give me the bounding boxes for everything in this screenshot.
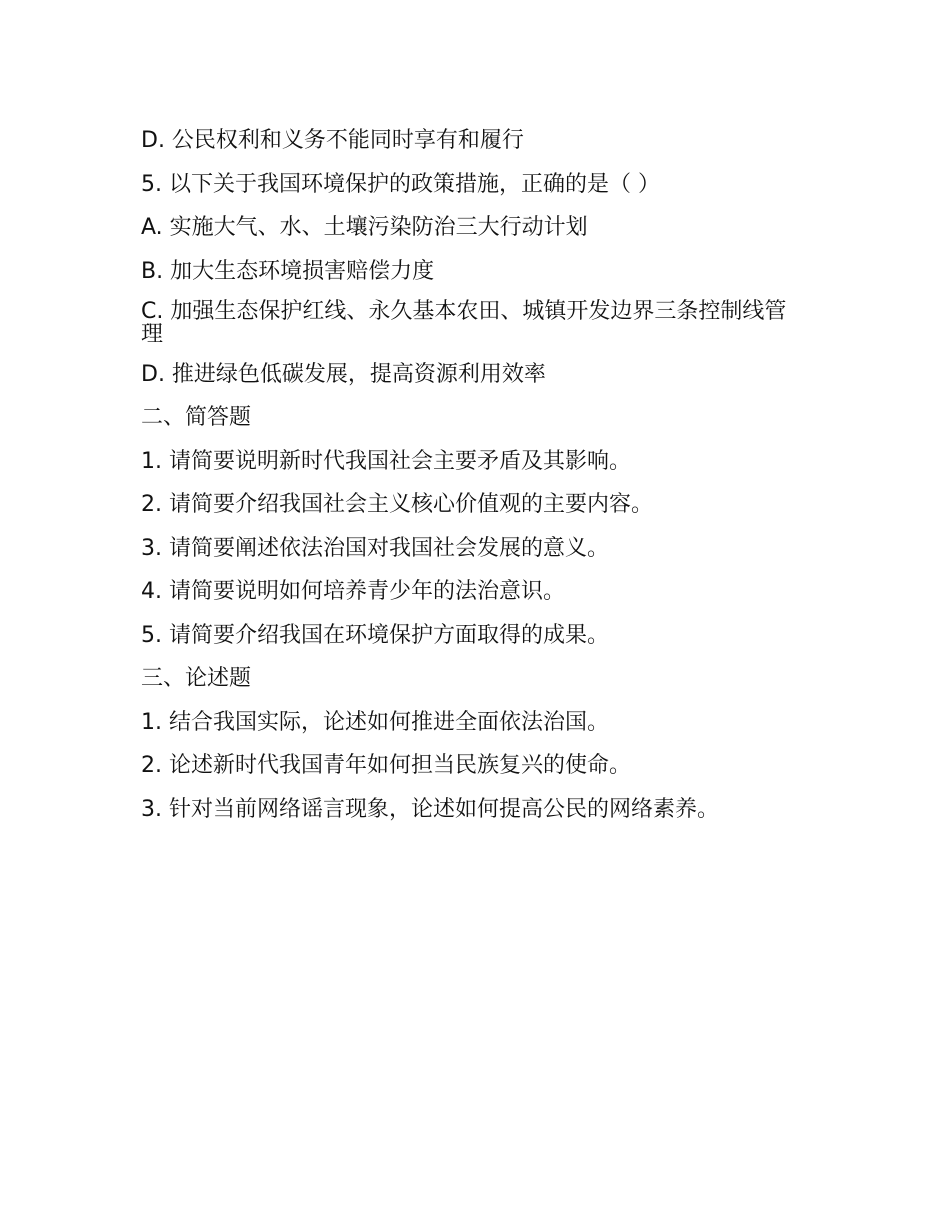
option-b-q5: B. 加大生态环境损害赔偿力度 (141, 258, 435, 284)
section-heading-short-answer: 二、简答题 (141, 405, 252, 430)
section-heading-essay: 三、论述题 (141, 666, 252, 691)
option-d-q4: D. 公民权利和义务不能同时享有和履行 (141, 128, 524, 153)
essay-3: 3. 针对当前网络谣言现象，论述如何提高公民的网络素养。 (141, 796, 719, 822)
essay-2: 2. 论述新时代我国青年如何担当民族复兴的使命。 (141, 753, 631, 778)
option-a-q5: A. 实施大气、水、土壤污染防治三大行动计划 (141, 215, 588, 240)
short-answer-4: 4. 请简要说明如何培养青少年的法治意识。 (141, 579, 565, 604)
short-answer-2: 2. 请简要介绍我国社会主义核心价值观的主要内容。 (141, 492, 653, 517)
short-answer-3: 3. 请简要阐述依法治国对我国社会发展的意义。 (141, 535, 609, 561)
short-answer-1: 1. 请简要说明新时代我国社会主要矛盾及其影响。 (141, 448, 631, 474)
essay-1: 1. 结合我国实际，论述如何推进全面依法治国。 (141, 709, 609, 735)
short-answer-5: 5. 请简要介绍我国在环境保护方面取得的成果。 (141, 622, 609, 648)
option-d-q5: D. 推进绿色低碳发展，提高资源利用效率 (141, 361, 546, 387)
option-c-q5: C. 加强生态保护红线、永久基本农田、城镇开发边界三条控制线管理 (141, 299, 787, 347)
question-5: 5. 以下关于我国环境保护的政策措施，正确的是（ ） (141, 171, 660, 197)
document-content (141, 126, 801, 838)
